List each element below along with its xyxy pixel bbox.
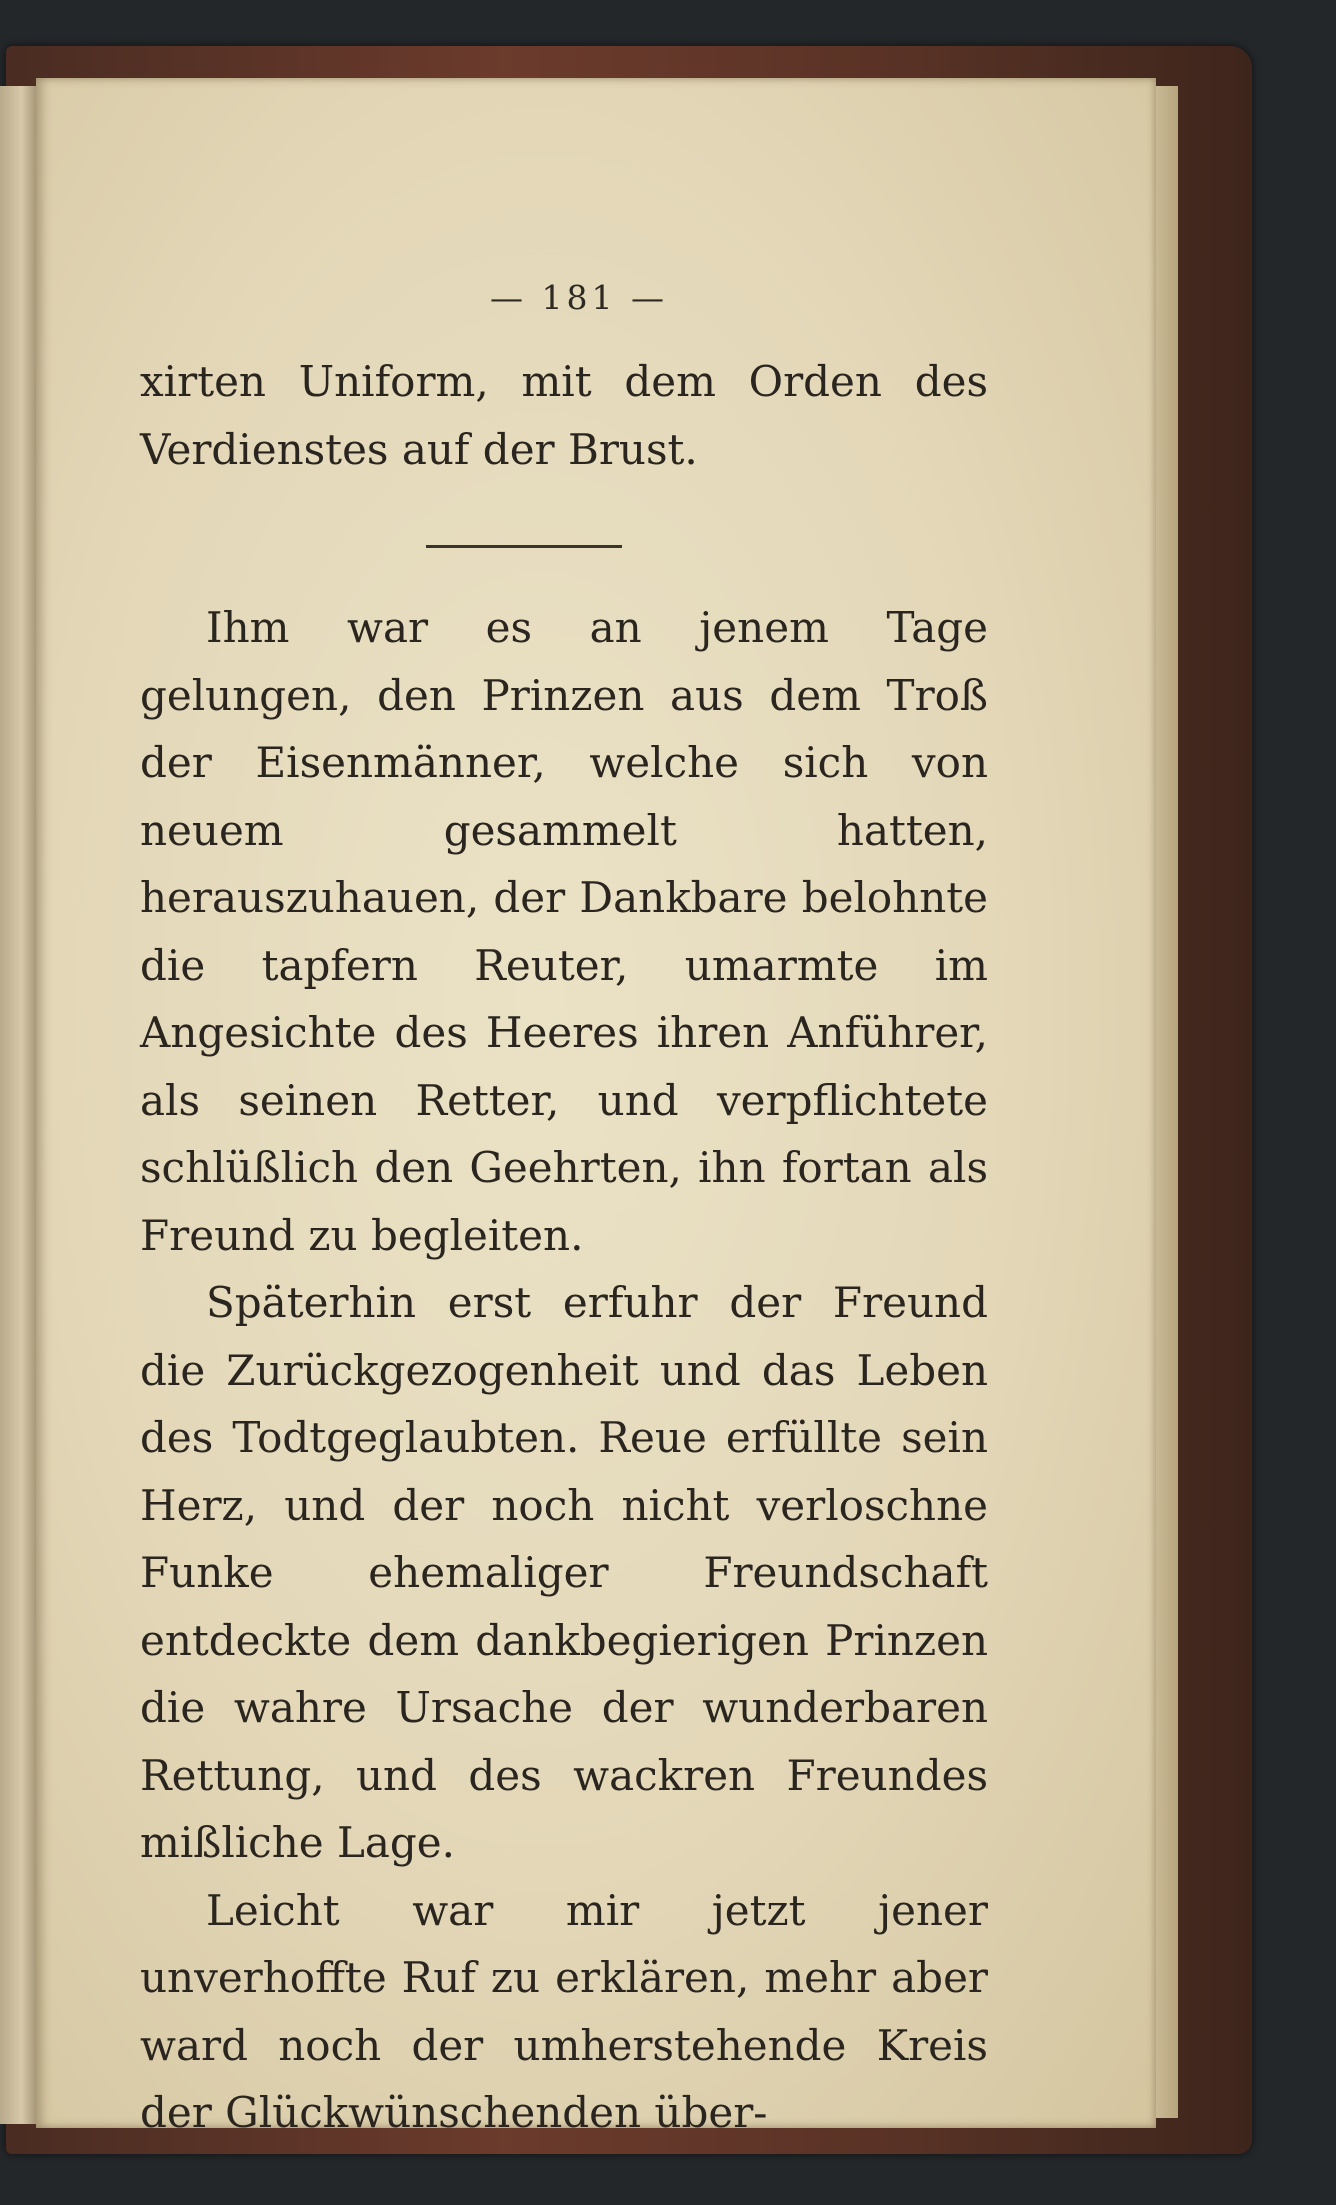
- section-divider: [426, 545, 622, 548]
- paragraph-1: Ihm war es an jenem Tage gelungen, den Prinzen aus dem Troß der Eisenmänner, welche sich von neuem gesammelt hatten, herauszuhauen, der Dankbare belohnte die tapfern Reuter, umarmte im Angesichte des Heeres ihren Anführer, als seinen Retter, und verpflichtete schlüßlich den Geehrten, ihn fortan als Freund zu begleiten.: [140, 603, 988, 1260]
- continued-fragment: xirten Uniform, mit dem Orden des Verdienstes auf der Brust.: [140, 357, 988, 474]
- page-body: [140, 348, 988, 2147]
- paragraph-2: Späterhin erst erfuhr der Freund die Zurückgezogenheit und das Leben des Todtgeglaubten. Reue erfüllte sein Herz, und der noch nicht verloschne Funke ehemaliger Freundschaft entdeckte dem dankbegierigen Prinzen die wahre Ursache der wunderbaren Rettung, und des wackren Freundes mißliche Lage.: [140, 1278, 988, 1867]
- paragraph-3: Leicht war mir jetzt jener unverhoffte Ruf zu erklären, mehr aber ward noch der umherstehende Kreis der Glückwünschenden über-: [140, 1885, 988, 2137]
- page-number-header: — 181 —: [490, 278, 668, 317]
- previous-page-edge: [0, 86, 36, 2124]
- book-page: [36, 78, 1156, 2137]
